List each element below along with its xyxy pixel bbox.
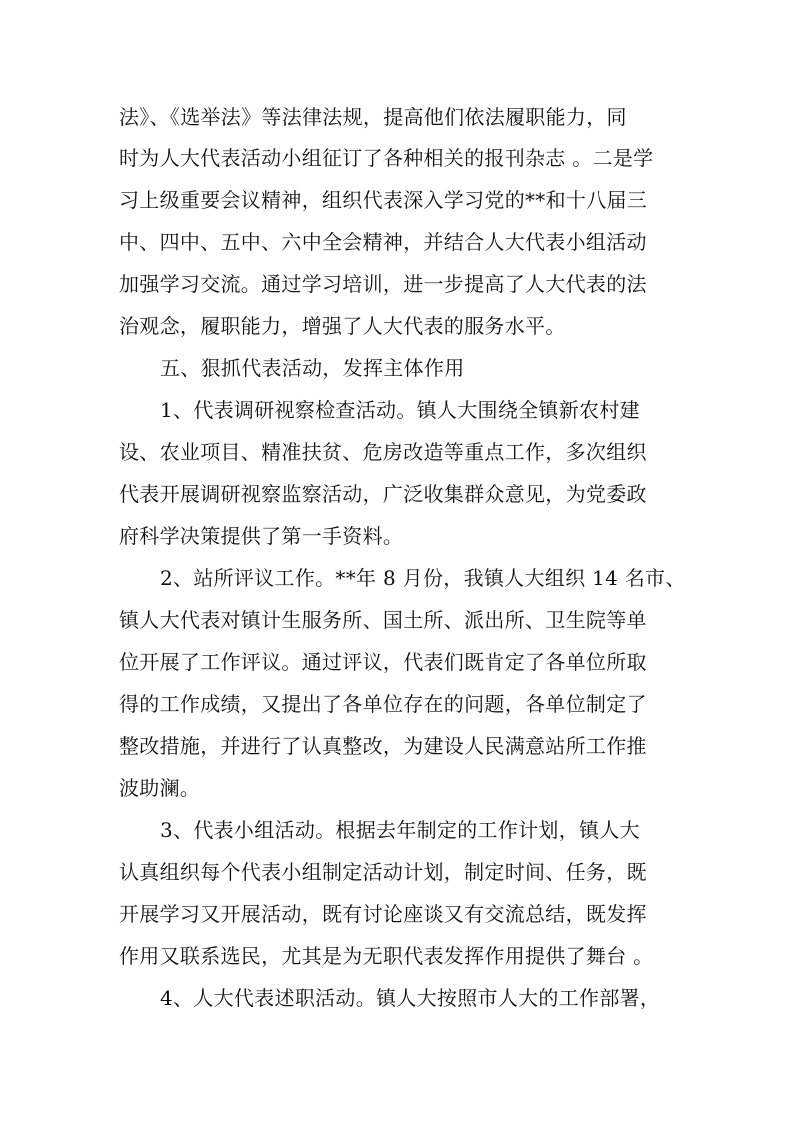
text-line: 认真组织每个代表小组制定活动计划，制定时间、任务，既 — [119, 860, 647, 884]
section-heading: 五、狠抓代表活动，发挥主体作用 — [160, 356, 465, 380]
text-line: 中、四中、五中、六中全会精神，并结合人大代表小组活动 — [119, 230, 647, 254]
text-line: 治观念，履职能力，增强了人大代表的服务水平。 — [119, 314, 566, 338]
text-line: 府科学决策提供了第一手资料。 — [119, 524, 404, 548]
paragraph-start: 1、代表调研视察检查活动。镇人大围绕全镇新农村建 — [160, 398, 640, 422]
text-line: 位开展了工作评议。通过评议，代表们既肯定了各单位所取 — [119, 650, 647, 674]
text-line: 整改措施，并进行了认真整改，为建设人民满意站所工作推 — [119, 734, 647, 758]
text-line: 设、农业项目、精准扶贫、危房改造等重点工作，多次组织 — [119, 440, 647, 464]
text-line: 作用又联系选民，尤其是为无职代表发挥作用提供了舞台 。 — [119, 944, 654, 968]
text-line: 代表开展调研视察监察活动，广泛收集群众意见，为党委政 — [119, 482, 647, 506]
text-line: 得的工作成绩，又提出了各单位存在的问题，各单位制定了 — [119, 692, 647, 716]
text-line: 开展学习又开展活动，既有讨论座谈又有交流总结，既发挥 — [119, 902, 647, 926]
paragraph-start: 4、人大代表述职活动。镇人大按照市人大的工作部署， — [160, 986, 661, 1010]
paragraph-start: 3、代表小组活动。根据去年制定的工作计划，镇人大 — [160, 818, 640, 842]
text-line: 时为人大代表活动小组征订了各种相关的报刊杂志 。二是学 — [119, 146, 654, 170]
text-line: 法》、《选举法》等法律法规，提高他们依法履职能力，同 — [119, 105, 627, 129]
text-line: 波助澜。 — [119, 776, 201, 800]
text-line: 习上级重要会议精神，组织代表深入学习党的**和十八届三 — [119, 188, 648, 212]
text-line: 镇人大代表对镇计生服务所、国土所、派出所、卫生院等单 — [119, 608, 647, 632]
text-line: 加强学习交流。通过学习培训，进一步提高了人大代表的法 — [119, 272, 647, 296]
paragraph-start: 2、站所评议工作。**年 8 月份，我镇人大组织 14 名市、 — [160, 566, 686, 590]
